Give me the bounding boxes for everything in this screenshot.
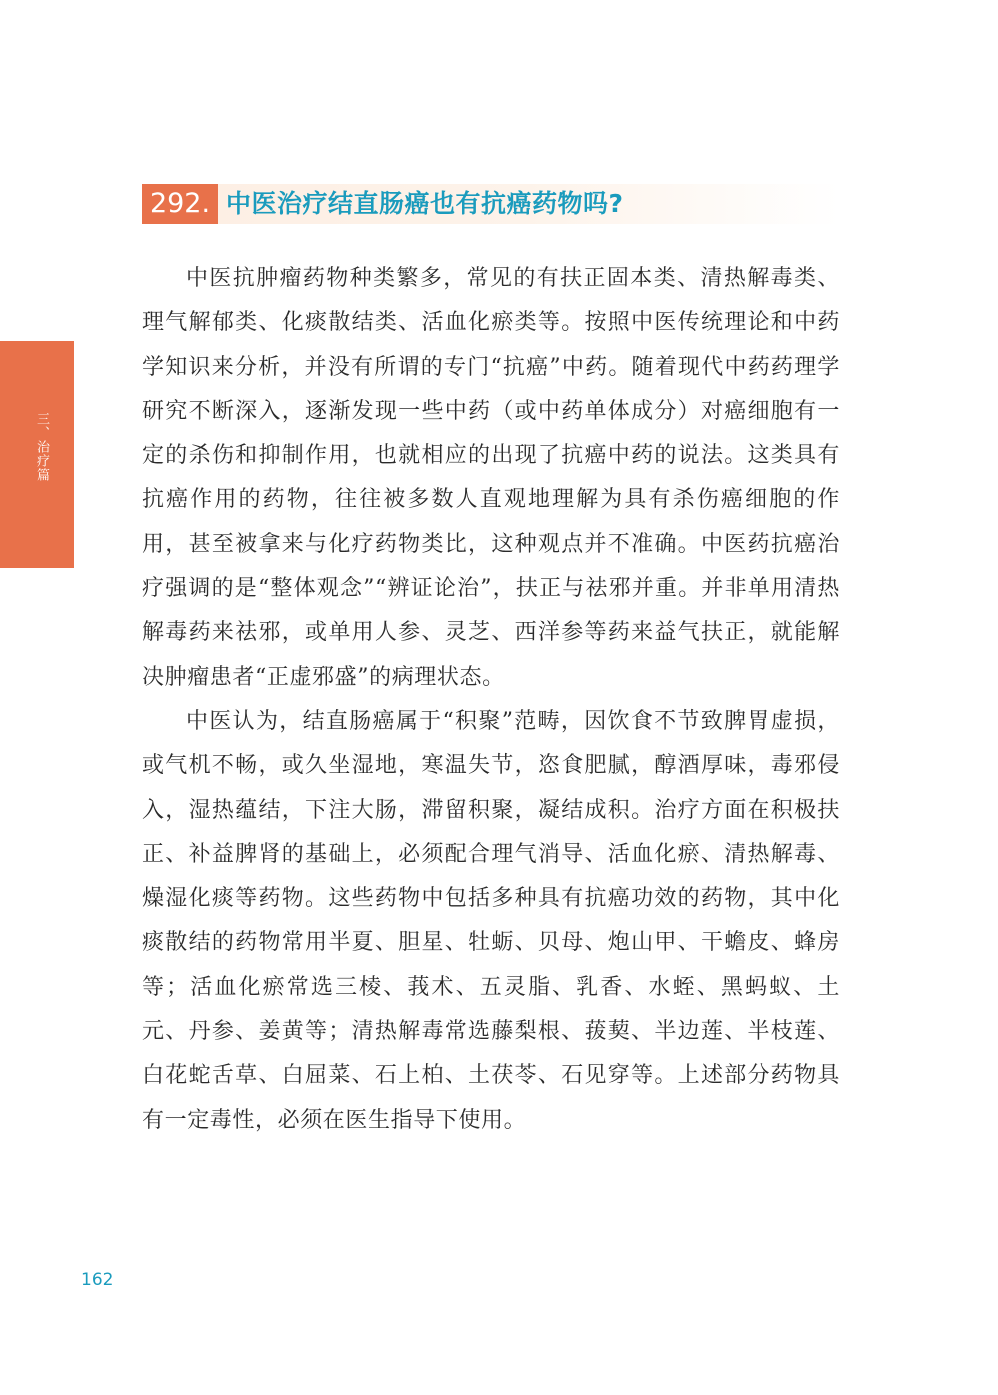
page-number: 162 <box>81 1270 114 1290</box>
section-number: 292. <box>142 184 218 224</box>
chapter-side-tab-label: 三、治疗篇 <box>34 412 49 482</box>
paragraph-1: 中医抗肿瘤药物种类繁多，常见的有扶正固本类、清热解毒类、理气解郁类、化痰散结类、活血化瘀类等。按照中医传统理论和中药学知识来分析，并没有所谓的专门“抗癌”中药。随着现代中药药理学研究不断深入，逐渐发现一些中药（或中药单体成分）对癌细胞有一定的杀伤和抑制作用，也就相应的出现了抗癌中药的说法。这类具有抗癌作用的药物，往往被多数人直观地理解为具有杀伤癌细胞的作用，甚至被拿来与化疗药物类比，这种观点并不准确。中医药抗癌治疗强调的是“整体观念”“辨证论治”，扶正与祛邪并重。并非单用清热解毒药来祛邪，或单用人参、灵芝、西洋参等药来益气扶正，就能解决肿瘤患者“正虚邪盛”的病理状态。 <box>142 266 840 690</box>
section-heading <box>142 184 840 224</box>
section-title: 中医治疗结直肠癌也有抗癌药物吗? <box>226 189 624 218</box>
paragraph-2: 中医认为，结直肠癌属于“积聚”范畴，因饮食不节致脾胃虚损，或气机不畅，或久坐湿地，寒温失节，恣食肥腻，醇酒厚味，毒邪侵入，湿热蕴结，下注大肠，滞留积聚，凝结成积。治疗方面在积极扶正、补益脾肾的基础上，必须配合理气消导、活血化瘀、清热解毒、燥湿化痰等药物。这些药物中包括多种具有抗癌功效的药物，其中化痰散结的药物常用半夏、胆星、牡蛎、贝母、炮山甲、干蟾皮、蜂房等；活血化瘀常选三棱、莪术、五灵脂、乳香、水蛭、黑蚂蚁、土元、丹参、姜黄等；清热解毒常选藤梨根、菝葜、半边莲、半枝莲、白花蛇舌草、白屈菜、石上柏、土茯苓、石见穿等。上述部分药物具有一定毒性，必须在医生指导下使用。 <box>142 708 840 1133</box>
body-text <box>142 257 840 1143</box>
